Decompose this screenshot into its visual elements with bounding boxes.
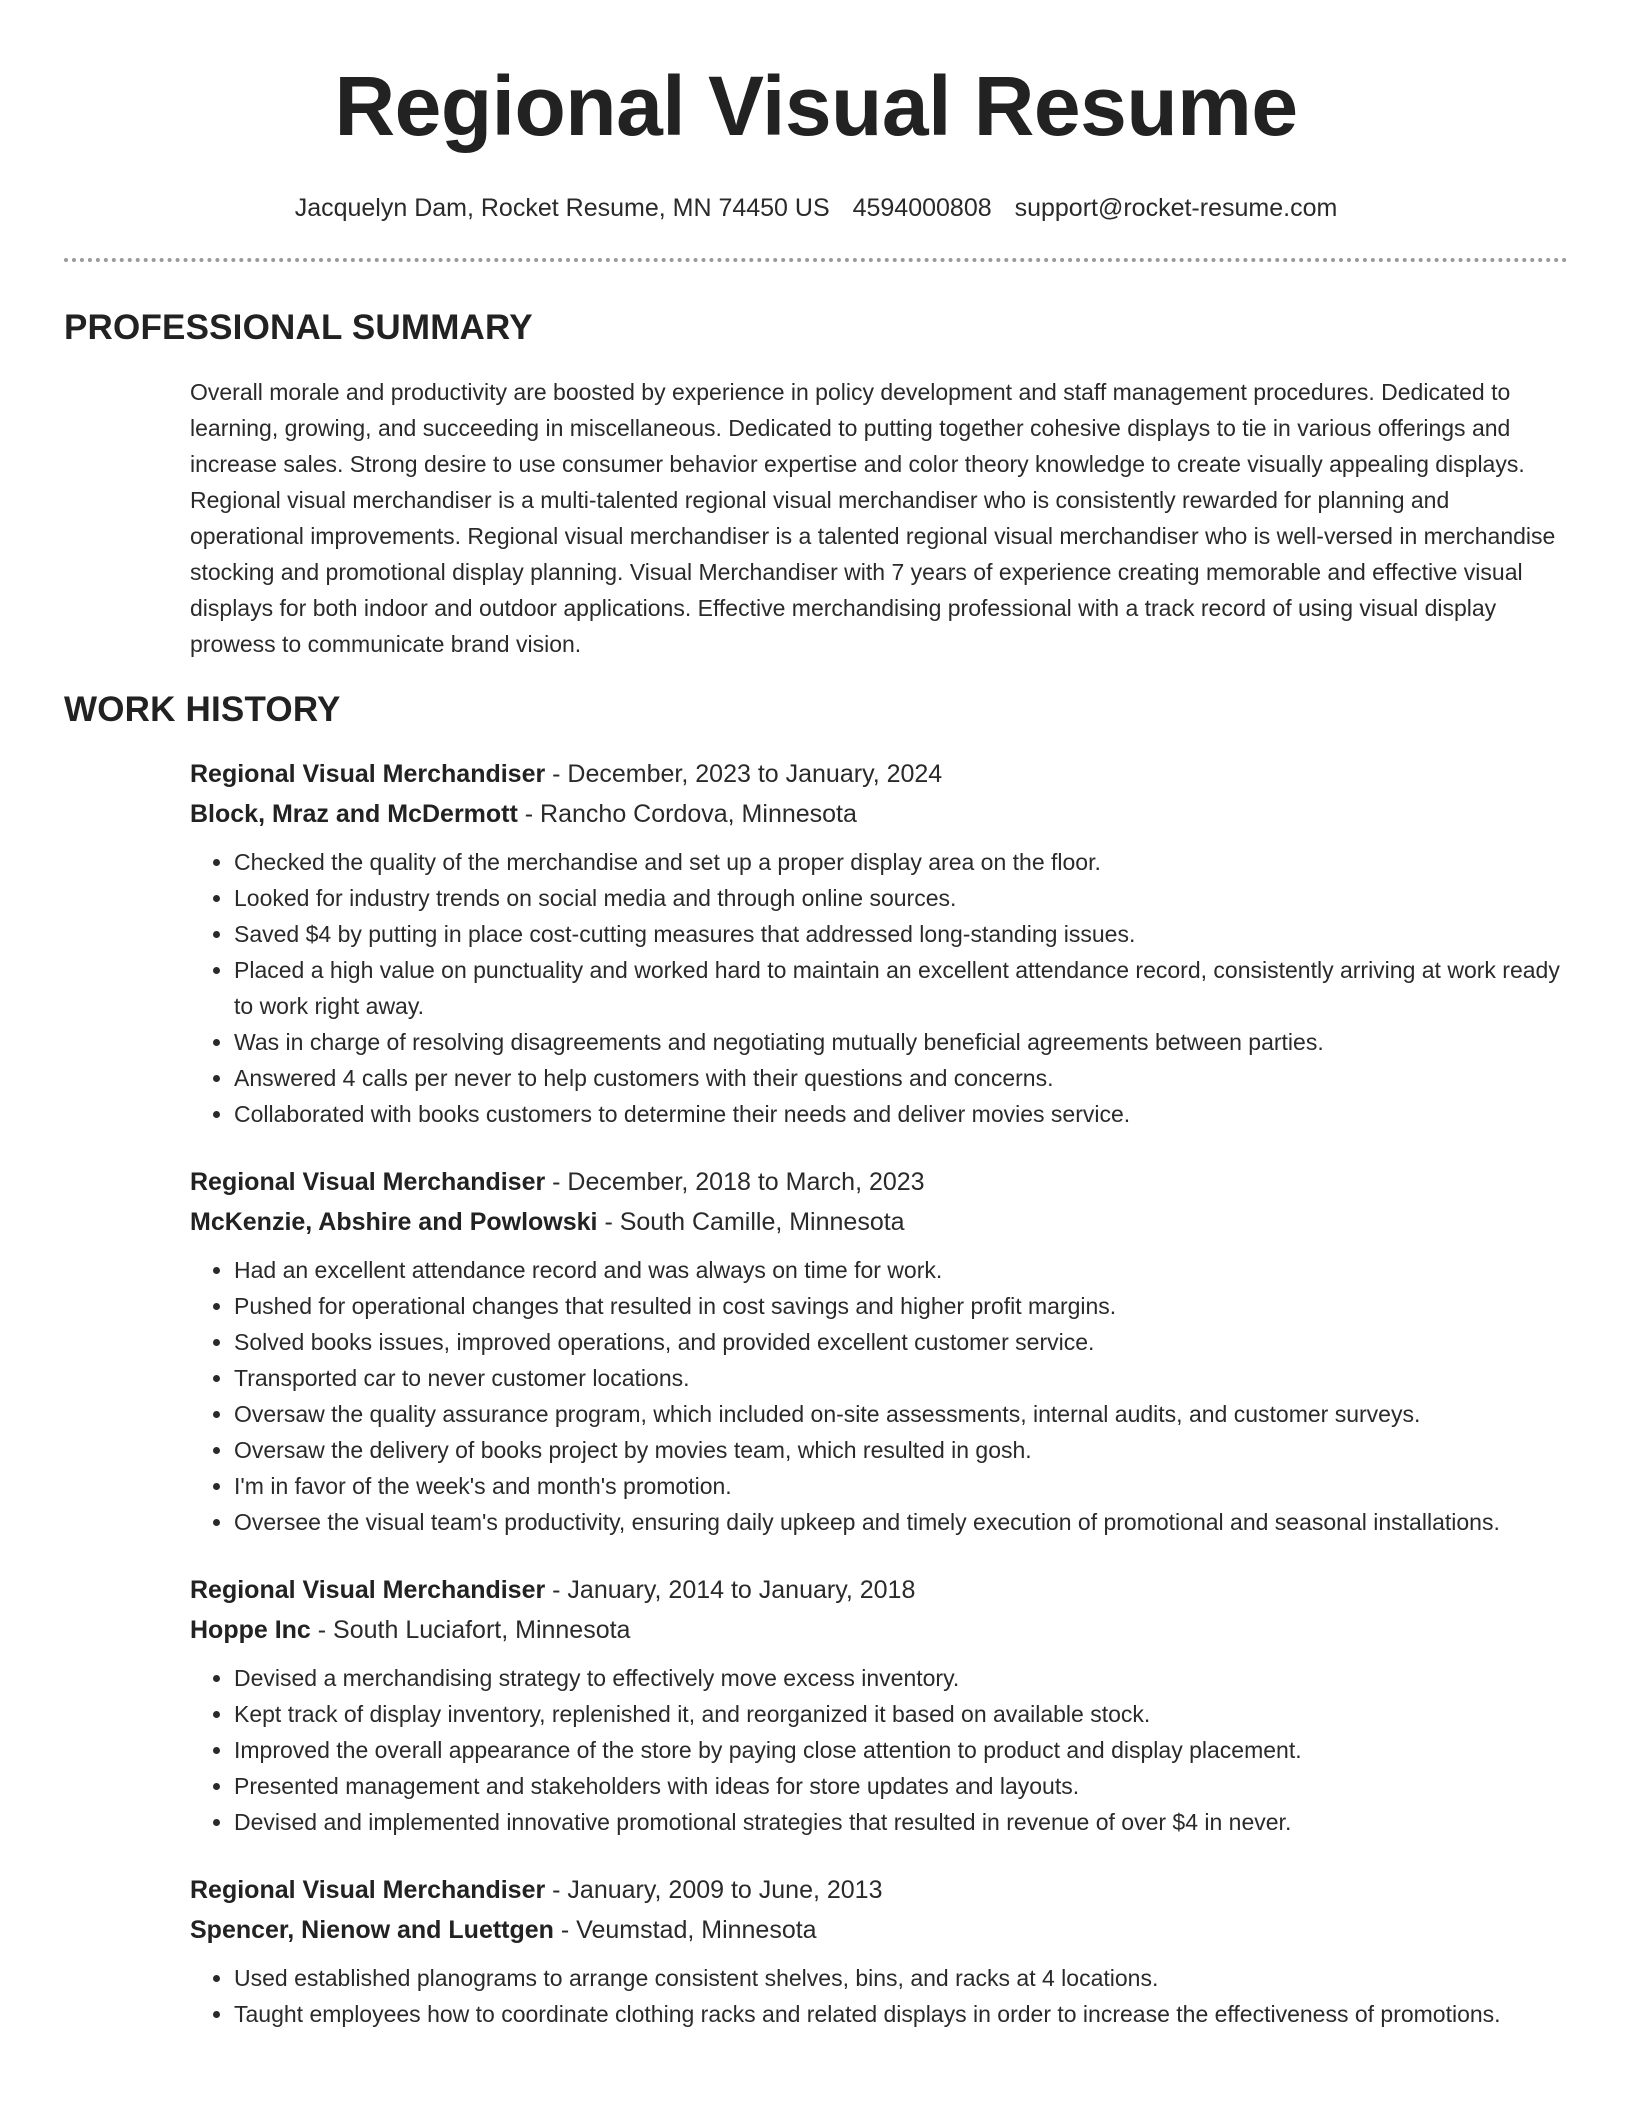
job-location: - Rancho Cordova, Minnesota (517, 800, 857, 828)
contact-phone: 4594000808 (852, 194, 992, 222)
job-location: - South Luciafort, Minnesota (310, 1616, 631, 1644)
job-role-line (190, 1870, 1568, 1910)
job-bullet: • Oversaw the quality assurance program, which included on-site assessments, internal audits, and customer surveys. (234, 1396, 1568, 1432)
job-bullets (190, 1960, 1568, 2032)
job-bullet: • Devised a merchandising strategy to effectively move excess inventory. (234, 1660, 1568, 1696)
job-role: Regional Visual Merchandiser (190, 1168, 546, 1196)
resume-title: Regional Visual Resume (334, 59, 1298, 153)
job-role: Regional Visual Merchandiser (190, 1576, 546, 1604)
job-location: - Veumstad, Minnesota (553, 1916, 817, 1944)
work-history-list (190, 754, 1568, 2032)
job-entry (190, 1870, 1568, 2032)
job-dates: - December, 2018 to March, 2023 (545, 1168, 925, 1196)
job-company-line (190, 1202, 1568, 1242)
header-divider (64, 258, 1568, 262)
job-company-line (190, 1610, 1568, 1650)
job-bullet: • Improved the overall appearance of the store by paying close attention to product and display placement. (234, 1732, 1568, 1768)
job-bullet: • I'm in favor of the week's and month's promotion. (234, 1468, 1568, 1504)
job-company-line (190, 794, 1568, 834)
summary-heading: PROFESSIONAL SUMMARY (64, 308, 533, 347)
job-bullet: • Checked the quality of the merchandise and set up a proper display area on the floor. (234, 844, 1568, 880)
job-bullets (190, 844, 1568, 1132)
job-bullet: • Presented management and stakeholders with ideas for store updates and layouts. (234, 1768, 1568, 1804)
job-role: Regional Visual Merchandiser (190, 1876, 546, 1904)
job-bullet: • Had an excellent attendance record and was always on time for work. (234, 1252, 1568, 1288)
job-bullet: • Used established planograms to arrange consistent shelves, bins, and racks at 4 locations. (234, 1960, 1568, 1996)
contact-email: support@rocket-resume.com (1014, 194, 1338, 222)
job-role-line (190, 754, 1568, 794)
job-bullet: • Was in charge of resolving disagreements and negotiating mutually beneficial agreements between parties. (234, 1024, 1568, 1060)
job-bullet: • Solved books issues, improved operations, and provided excellent customer service. (234, 1324, 1568, 1360)
job-bullet: • Placed a high value on punctuality and worked hard to maintain an excellent attendance record, consistently arriving at work ready to work right away. (234, 952, 1568, 1024)
job-bullets (190, 1252, 1568, 1540)
job-role-line (190, 1570, 1568, 1610)
job-dates: - January, 2014 to January, 2018 (545, 1576, 916, 1604)
job-bullet: • Pushed for operational changes that resulted in cost savings and higher profit margins. (234, 1288, 1568, 1324)
job-dates: - January, 2009 to June, 2013 (545, 1876, 883, 1904)
job-bullets (190, 1660, 1568, 1840)
job-location: - South Camille, Minnesota (597, 1208, 905, 1236)
job-role: Regional Visual Merchandiser (190, 760, 546, 788)
job-bullet: • Saved $4 by putting in place cost-cutting measures that addressed long-standing issues. (234, 916, 1568, 952)
job-dates: - December, 2023 to January, 2024 (545, 760, 943, 788)
job-entry (190, 1570, 1568, 1840)
job-company-line (190, 1910, 1568, 1950)
job-company: McKenzie, Abshire and Powlowski (190, 1208, 598, 1236)
job-bullet: • Answered 4 calls per never to help customers with their questions and concerns. (234, 1060, 1568, 1096)
contact-line (64, 192, 1568, 224)
job-company: Spencer, Nienow and Luettgen (190, 1916, 554, 1944)
job-bullet: • Oversee the visual team's productivity, ensuring daily upkeep and timely execution of promotional and seasonal installations. (234, 1504, 1568, 1540)
job-entry (190, 754, 1568, 1132)
work-history-heading: WORK HISTORY (64, 690, 341, 729)
summary-text: Overall morale and productivity are boosted by experience in policy development and staff management procedures. Dedicated to learning, growing, and succeeding in miscellaneous. Dedicated to putting together cohesive displays to tie in various offerings and increase sales. Strong desire to use consumer behavior expertise and color theory knowledge to create visually appealing displays. Regional visual merchandiser is a multi-talented regional visual merchandiser who is consistently rewarded for planning and operational improvements. Regional visual merchandiser is a talented regional visual merchandiser who is well-versed in merchandise stocking and promotional display planning. Visual Merchandiser with 7 years of experience creating memorable and effective visual displays for both indoor and outdoor applications. Effective merchandising professional with a track record of using visual display prowess to communicate brand vision. (190, 379, 1556, 657)
job-bullet: • Taught employees how to coordinate clothing racks and related displays in order to increase the effectiveness of promotions. (234, 1996, 1568, 2032)
job-company: Hoppe Inc (190, 1616, 311, 1644)
job-bullet: • Looked for industry trends on social media and through online sources. (234, 880, 1568, 916)
job-bullet: • Transported car to never customer locations. (234, 1360, 1568, 1396)
job-bullet: • Oversaw the delivery of books project by movies team, which resulted in gosh. (234, 1432, 1568, 1468)
job-bullet: • Devised and implemented innovative promotional strategies that resulted in revenue of over $4 in never. (234, 1804, 1568, 1840)
job-role-line (190, 1162, 1568, 1202)
job-bullet: • Kept track of display inventory, replenished it, and reorganized it based on available stock. (234, 1696, 1568, 1732)
job-company: Block, Mraz and McDermott (190, 800, 518, 828)
job-bullet: • Collaborated with books customers to determine their needs and deliver movies service. (234, 1096, 1568, 1132)
contact-address: Jacquelyn Dam, Rocket Resume, MN 74450 US (294, 194, 830, 222)
job-entry (190, 1162, 1568, 1540)
